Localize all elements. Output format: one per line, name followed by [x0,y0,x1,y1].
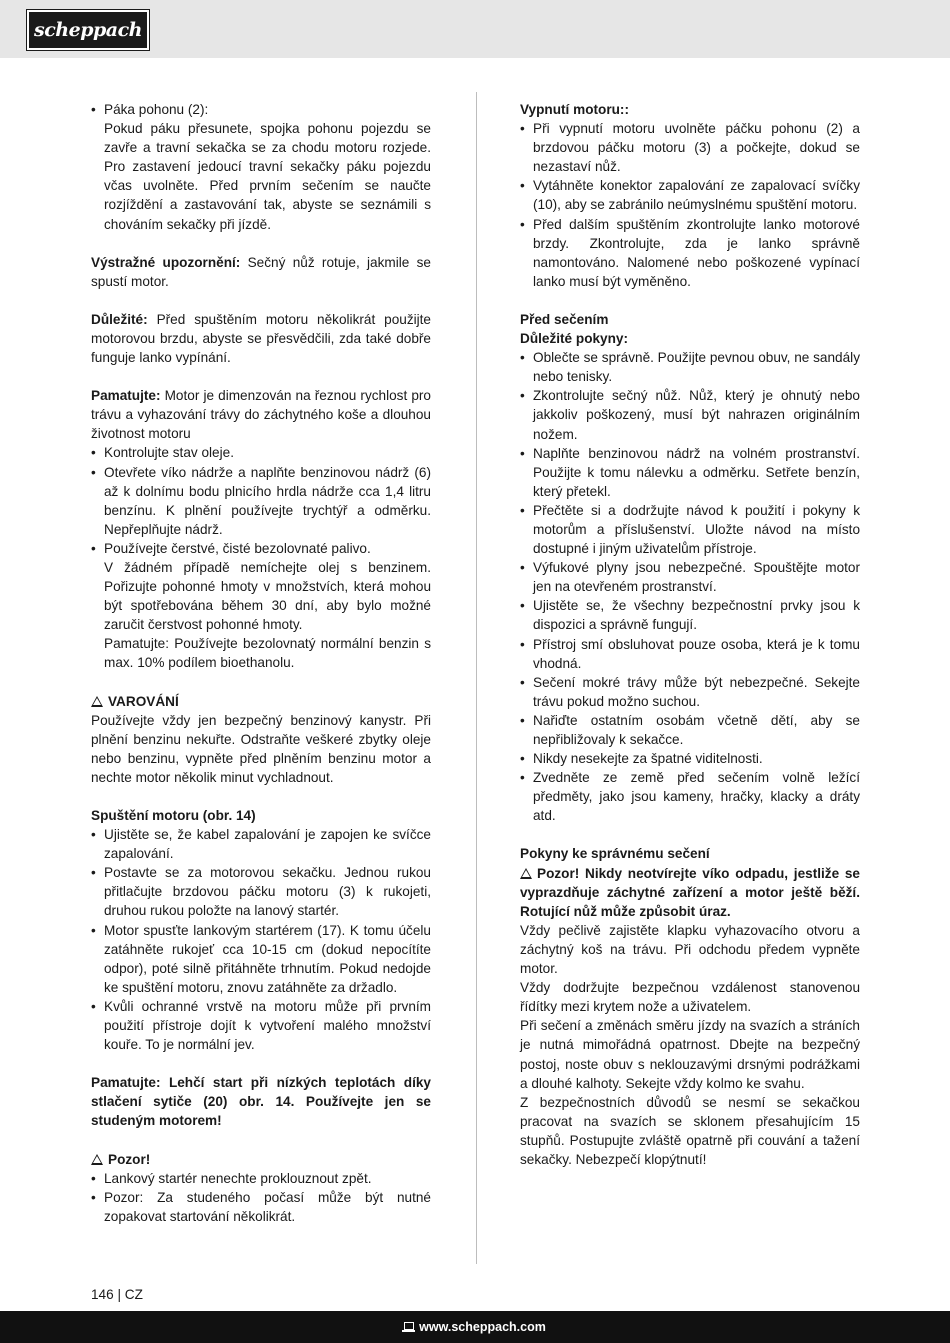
list-item-text: Pamatujte: Používejte bezolovnatý normální benzin s max. 10% podílem bioethanolu. [104,636,431,671]
before-subtitle: Důležité pokyny: [520,331,629,347]
list-item-text: • Zvedněte ze země před sečením volně ležící předměty, jako jsou kameny, hračky, klacky a dráty atd. [533,770,860,824]
list-item-text: • Ujistěte se, že všechny bezpečnostní prvky jsou k dispozici a správně fungují. [533,598,860,633]
list-item [520,768,860,825]
pozor-heading [91,1150,431,1169]
list-item [520,673,860,711]
list-item [91,1169,431,1188]
list-item-text: • Nařiďte ostatním osobám včetně dětí, aby se nepřibližovaly k sekačce. [533,712,860,747]
before-heading [520,310,860,329]
list-item-text: • Pozor: Za studeného počasí může být nutné zopakovat startování několikrát. [104,1189,431,1224]
list-item-text: • Oblečte se správně. Použijte pevnou obuv, ne sandály nebo tenisky. [533,350,860,385]
remember-paragraph [91,386,431,443]
list-item [520,176,860,214]
start-list [91,825,431,1054]
warning-triangle-icon [91,696,103,707]
list-item [520,635,860,673]
list-item [91,863,431,920]
list-item-text: • Výfukové plyny jsou nebezpečné. Spouštějte motor jen na otevřeném prostranství. [533,560,860,595]
important-label: Důležité: [91,311,148,327]
list-item-text: • Při vypnutí motoru uvolněte páčku pohonu (2) a brzdovou páčku motoru (3) a počkejte, dokud se nezastaví nůž. [533,121,860,175]
important-text: Před spuštěním motoru několikrát použijte motorovou brzdu, abyste se přesvědčili, zda také dobře funguje lanko vypínání. [91,311,431,366]
cold-start-text: Pamatujte: Lehčí start při nízkých teplotách díky stlačení sytiče (20) obr. 14. Používejte jen se studeným motorem! [91,1075,431,1129]
warning-text: Sečný nůž rotuje, jakmile se spustí motor. [91,254,431,289]
before-subheading [520,329,860,348]
right-column [520,100,860,1169]
list-item [91,443,431,462]
cold-start-note [91,1073,431,1130]
mow-warning [520,864,860,921]
drive-lever-text: Pokud páku přesunete, spojka pohonu pojezdu se zavře a travní sekačka se za chodu motoru rozjede. Pro zastavení jedoucí travní sekačky páku pojezdu včas uvolněte. Před prvním sečením se naučte rozjíždění a zastavování tak, abyste se seznámili s chováním sekačky při jízdě. [104,121,431,232]
mow-paragraph-1: Vždy pečlivě zajistěte klapku vyhazovacího otvoru a záchytný koš na trávu. Při odchodu předem vypněte motor. [520,922,860,977]
footer-url: www.scheppach.com [419,1320,546,1334]
list-item-text: • Nikdy nesekejte za špatné viditelnosti. [533,751,763,767]
list-item-text: • Motor spusťte lankovým startérem (17). K tomu účelu zatáhněte rukojeť cca 10-15 cm (dokud nepocítíte odpor), poté silně přitáhněte trhnutím. Pokud nedojde ke spuštění motoru, znovu zatáhněte za držadlo. [104,922,431,995]
list-item-text: • Kontrolujte stav oleje. [104,445,234,461]
stop-heading [520,100,860,119]
pozor-title: Pozor! [108,1151,151,1167]
warning-label: Výstražné upozornění: [91,254,241,270]
list-item-text: • Sečení mokré trávy může být nebezpečné. Sekejte trávu pokud možno suchou. [533,674,860,709]
stop-list [520,119,860,291]
list-item [520,749,860,768]
stop-title: Vypnutí motoru:: [520,102,629,117]
warning-triangle-icon [91,1154,103,1165]
list-item [520,501,860,558]
list-item-text: • Přečtěte si a dodržujte návod k použití i pokyny k motorům a příslušenství. Uložte návod na místo dostupné i jiným uživatelům přístroje. [533,502,860,557]
mow-paragraph-2: Vždy dodržujte bezpečnou vzdálenost stanovenou řídítky mezi krytem nože a uživatelem. [520,980,860,1015]
list-item [520,558,860,596]
list-item [91,921,431,997]
list-item [520,444,860,501]
start-heading [91,806,431,825]
remember-label: Pamatujte: [91,388,161,404]
list-item [91,825,431,863]
list-item-text: • Naplňte benzinovou nádrž na volném prostranství. Použijte k tomu nálevku a odměrku. Setřete benzín, který přetekl. [533,445,860,499]
list-item [91,1188,431,1226]
list-item-text: V žádném případě nemíchejte olej s benzinem. Pořizujte pohonné hmoty v množstvích, která mohou být spotřebována během 30 dní, aby bylo možné zaručit čerstvost pohonné hmoty. [104,559,431,633]
list-item [520,215,860,291]
list-item-text: • Lankový startér nenechte proklouznout zpět. [104,1170,372,1186]
remember-list [91,443,431,672]
remember-text: Motor je dimenzován na řeznou rychlost pro trávu a vyhazování trávy do záchytného koše a dlouhou životnost motoru [91,388,431,442]
page-number: 146 | CZ [91,1287,143,1302]
important-paragraph [91,310,431,367]
mow-title: Pokyny ke správnému sečení [520,846,710,862]
mow-paragraph-3: Při sečení a změnách směru jízdy na svazích a stráních je nutná mimořádná opatrnost. Dbejte na bezpečný postoj, noste obuv s neklouzavými drsnými podrážkami a dlouhé kalhoty. Sekejte vždy kolmo ke svahu. [520,1018,860,1091]
list-item [520,711,860,749]
list-item-text: • Kvůli ochranné vrstvě na motoru může při prvním použití přístroje dojít k vytvoření malého množství kouře. To je normální jev. [104,998,431,1053]
list-item [91,463,431,539]
list-item [520,119,860,176]
list-item-text: • Používejte čerstvé, čisté bezolovnaté palivo. [104,540,371,556]
warning-triangle-icon [520,868,532,879]
drive-lever-title: • Páka pohonu (2): [104,102,209,117]
list-item [91,539,431,673]
varovani-heading [91,692,431,711]
list-item-text: • Před dalším spuštěním zkontrolujte lanko motorové brzdy. Zkontrolujte, zda je lanko správně namontováno. Nalomené nebo poškozené vypínací lanko musí být vyměněno. [533,216,860,289]
list-item [520,596,860,634]
brand-logo [27,10,149,50]
list-item-text: • Postavte se za motorovou sekačku. Jednou rukou přitlačujte brzdovou páčku motoru (3) k rukojeti, druhou rukou položte na lanový startér. [104,865,431,919]
list-item [91,100,431,234]
list-item-text: • Přístroj smí obsluhovat pouze osoba, která je k tomu vhodná. [533,636,860,671]
list-item-text: • Zkontrolujte sečný nůž. Nůž, který je ohnutý nebo jakkoliv poškozený, musí být nahrazen originálním nožem. [533,388,860,442]
before-title: Před sečením [520,311,609,327]
list-item [520,386,860,443]
before-list [520,348,860,825]
column-divider [476,92,477,1264]
left-column [91,100,431,1226]
list-item [520,348,860,386]
brand-name: scheppach [34,19,142,41]
varovani-text: Používejte vždy jen bezpečný benzinový kanystr. Při plnění benzinu nekuřte. Odstraňte veškeré zbytky oleje nebo benzinu, vypněte před plněním benzinu motor a nechte motor několik minut vychladnout. [91,712,431,785]
mow-warning-text: Pozor! Nikdy neotvírejte víko odpadu, jestliže se vyprazdňuje záchytné zařízení a motor ještě běží. Rotující nůž může způsobit úraz. [520,865,860,919]
list-item-text: • Vytáhněte konektor zapalování ze zapalovací svíčky (10), aby se zabránilo neúmyslnému spuštění motoru. [533,178,860,213]
list-item-text: • Otevřete víko nádrže a naplňte benzinovou nádrž (6) až k dolnímu bodu plnicího hrdla nádrže cca 1,4 litru benzínu. K plnění používejte trychtýř a odměrku. Nepřeplňujte nádrž. [104,464,431,537]
header-bar [0,0,950,58]
footer-bar [0,1311,950,1343]
list-item-text: • Ujistěte se, že kabel zapalování je zapojen ke svíčce zapalování. [104,827,431,862]
mow-paragraph-4: Z bezpečnostních důvodů se nesmí se sekačkou pracovat na svazích se sklonem přesahujícím 15 stupňů. Postupujte zvláště opatrně při couvání a tažení sekačky. Nebezpečí klopýtnutí! [520,1094,860,1167]
start-title: Spuštění motoru (obr. 14) [91,808,256,823]
warning-paragraph [91,253,431,291]
pozor-list [91,1169,431,1226]
drive-lever-list [91,100,431,234]
mow-heading [520,844,860,863]
varovani-title: VAROVÁNÍ [108,693,179,709]
list-item [91,997,431,1054]
computer-icon [404,1322,414,1330]
